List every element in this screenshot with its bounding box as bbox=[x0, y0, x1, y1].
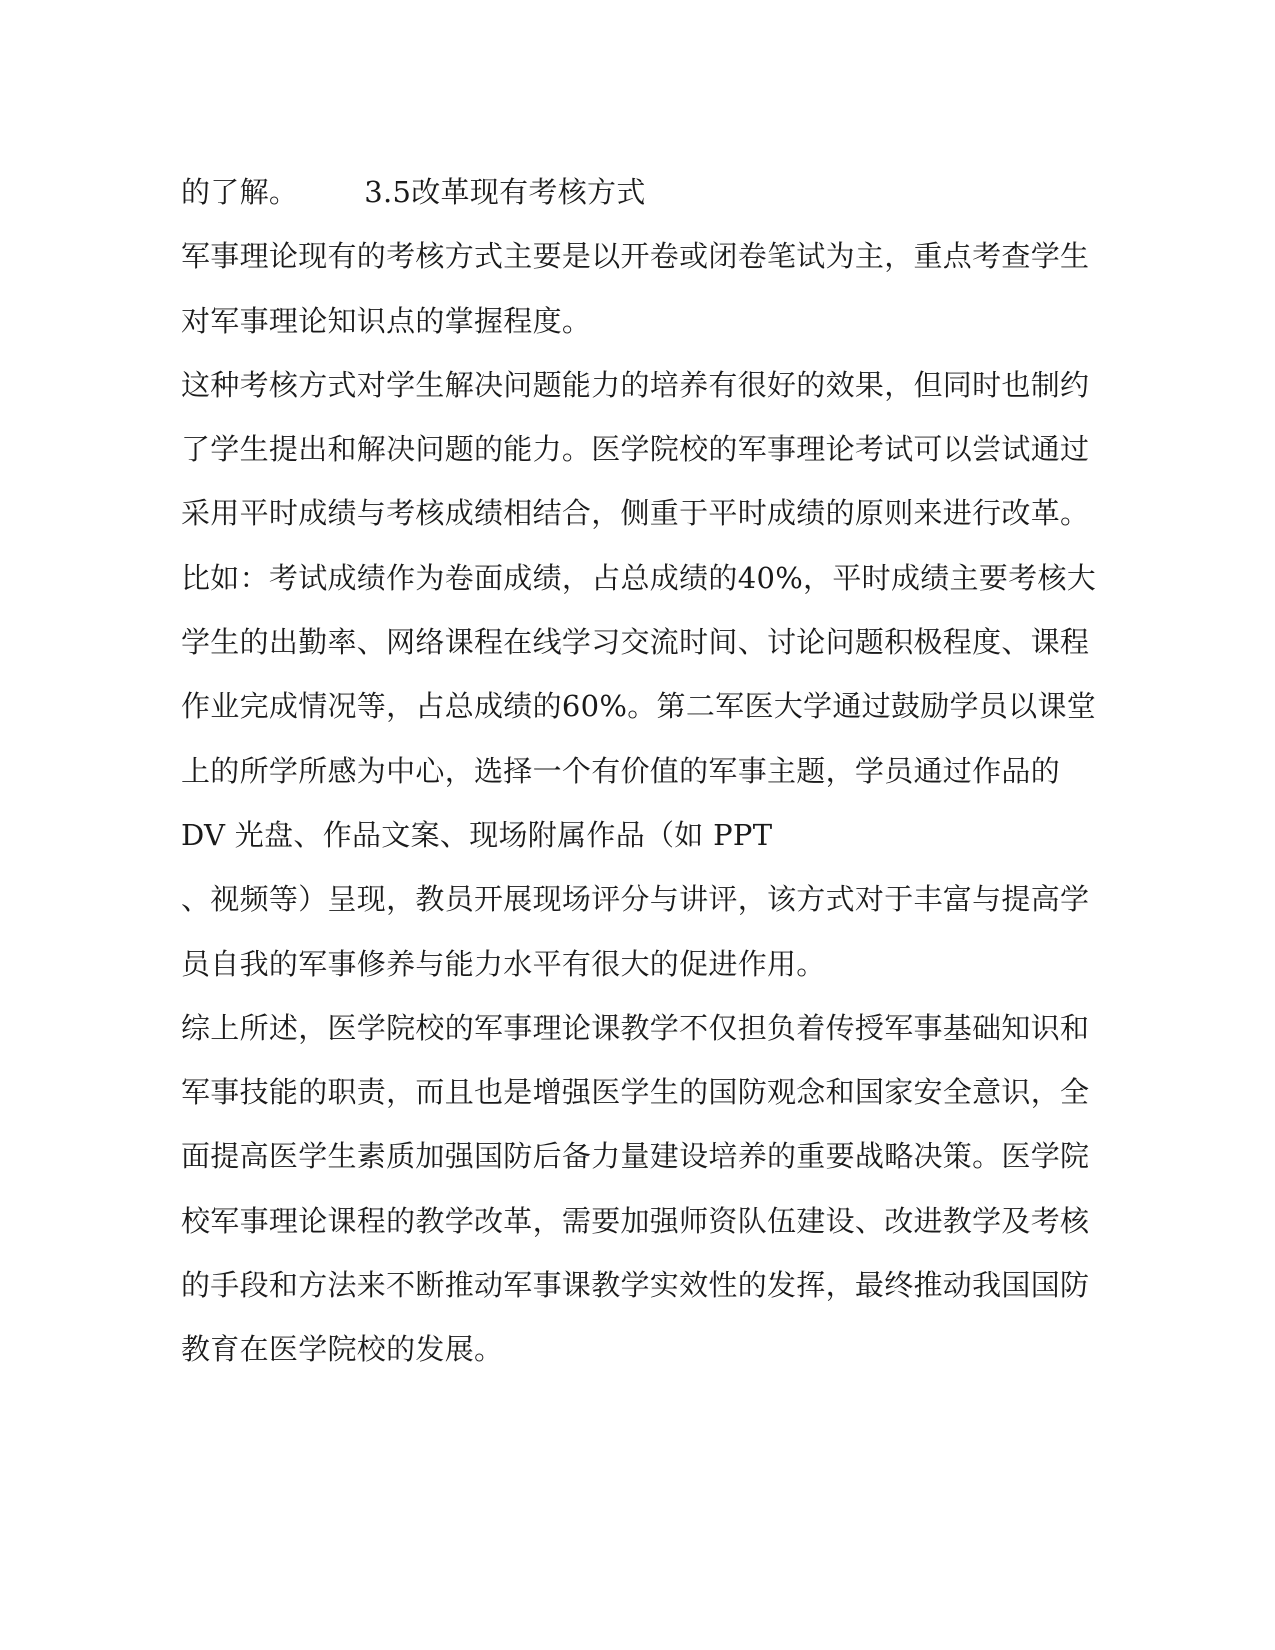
body-text bbox=[181, 160, 1101, 1382]
text-line: 这种考核方式对学生解决问题能力的培养有很好的效果，但同时也制约 bbox=[181, 367, 1090, 402]
text-line: 综上所述，医学院校的军事理论课教学不仅担负着传授军事基础知识和 bbox=[181, 1010, 1090, 1045]
text-line: 了学生提出和解决问题的能力。医学院校的军事理论考试可以尝试通过 bbox=[181, 432, 1090, 467]
text-line: 、视频等）呈现，教员开展现场评分与讲评，该方式对于丰富与提高学 bbox=[181, 882, 1090, 917]
text-line: 学生的出勤率、网络课程在线学习交流时间、讨论问题积极程度、课程 bbox=[181, 625, 1090, 660]
text-line: 上的所学所感为中心，选择一个有价值的军事主题，学员通过作品的 bbox=[181, 753, 1061, 788]
text-line: 采用平时成绩与考核成绩相结合，侧重于平时成绩的原则来进行改革。 bbox=[181, 496, 1090, 531]
text-line: 教育在医学院校的发展。 bbox=[181, 1332, 504, 1367]
text-line: 比如：考试成绩作为卷面成绩，占总成绩的40%，平时成绩主要考核大 bbox=[181, 560, 1097, 595]
text-line: 军事技能的职责，而且也是增强医学生的国防观念和国家安全意识，全 bbox=[181, 1075, 1090, 1110]
section-heading: 3.5改革现有考核方式 bbox=[364, 175, 646, 209]
text-line: 面提高医学生素质加强国防后备力量建设培养的重要战略决策。医学院 bbox=[181, 1139, 1090, 1174]
heading-line bbox=[181, 160, 1101, 224]
paragraph-tail: 的了解。 bbox=[181, 175, 299, 209]
text-line: 校军事理论课程的教学改革，需要加强师资队伍建设、改进教学及考核 bbox=[181, 1203, 1090, 1238]
text-line: 的手段和方法来不断推动军事课教学实效性的发挥，最终推动我国国防 bbox=[181, 1268, 1090, 1303]
text-line: 军事理论现有的考核方式主要是以开卷或闭卷笔试为主，重点考查学生 bbox=[181, 239, 1090, 274]
text-line: 对军事理论知识点的掌握程度。 bbox=[181, 303, 592, 338]
text-line: DV 光盘、作品文案、现场附属作品（如 PPT bbox=[181, 817, 773, 852]
text-line: 员自我的军事修养与能力水平有很大的促进作用。 bbox=[181, 946, 826, 981]
text-line: 作业完成情况等，占总成绩的60%。第二军医大学通过鼓励学员以课堂 bbox=[181, 689, 1097, 724]
